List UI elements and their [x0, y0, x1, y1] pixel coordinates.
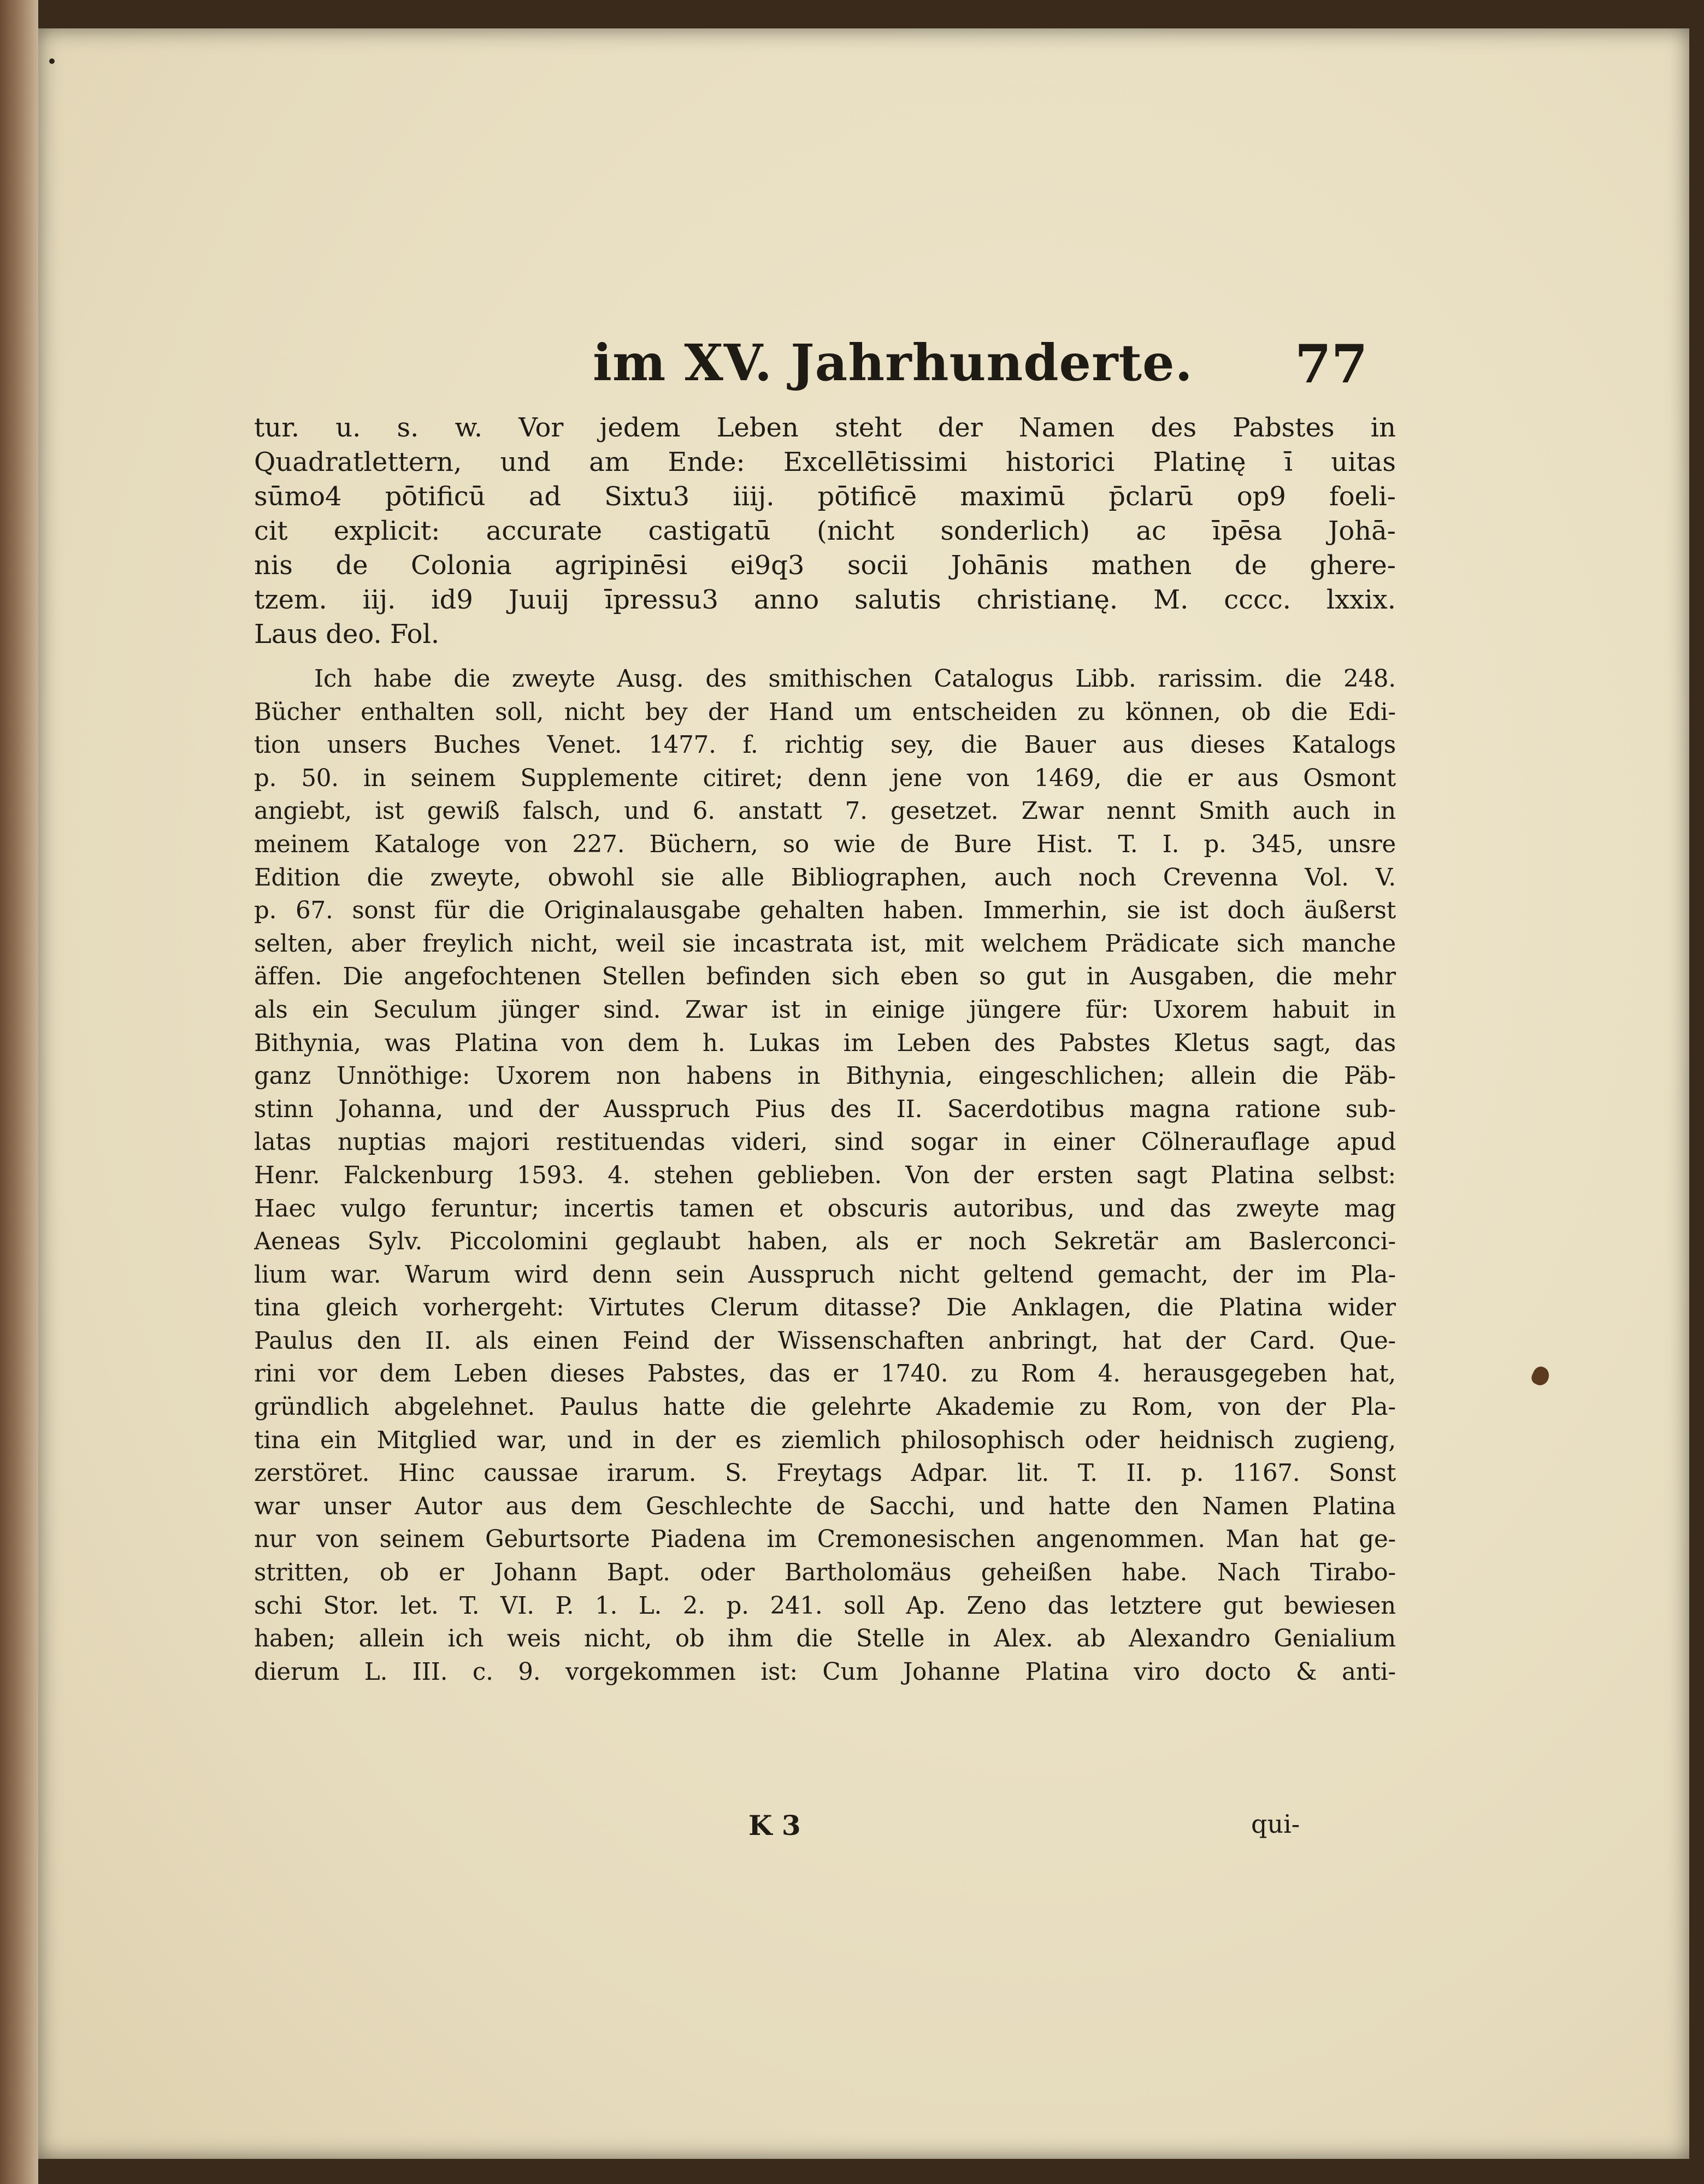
text-line: zerstöret. Hinc caussae irarum. S. Freytags Adpar. lit. T. II. p. 1167. Sonst [254, 1460, 1396, 1488]
text-line: Laus deo. Fol. [254, 619, 440, 650]
text-line: angiebt, ist gewiß falsch, und 6. anstatt 7. gesetzet. Zwar nennt Smith auch in [254, 798, 1396, 825]
book-spine [0, 0, 38, 2184]
text-line: p. 67. sonst für die Originalausgabe gehalten haben. Immerhin, sie ist doch äußerst [254, 897, 1396, 925]
text-block [254, 411, 1396, 1689]
text-line: gründlich abgelehnet. Paulus hatte die gelehrte Akademie zu Rom, von der Pla- [254, 1394, 1396, 1421]
text-line: schi Stor. let. T. VI. P. 1. L. 2. p. 241. soll Ap. Zeno das letztere gut bewiesen [254, 1592, 1396, 1620]
running-head: im XV. Jahrhunderte. [593, 333, 1193, 392]
paragraph-first [254, 411, 1396, 652]
text-line: Aeneas Sylv. Piccolomini geglaubt haben, als er noch Sekretär am Baslerconci- [254, 1228, 1396, 1256]
catchword: qui- [1251, 1809, 1300, 1839]
text-line: tzem. iij. id9 Juuij īpressu3 anno salutis christianę. M. cccc. lxxix. [254, 585, 1396, 615]
text-line: p. 50. in seinem Supplemente citiret; denn jene von 1469, die er aus Osmont [254, 764, 1396, 792]
signature-mark: K 3 [748, 1809, 801, 1841]
text-line: ganz Unnöthige: Uxorem non habens in Bithynia, eingeschlichen; allein die Päb- [254, 1063, 1396, 1090]
text-line: Bithynia, was Platina von dem h. Lukas im Leben des Pabstes Kletus sagt, das [254, 1029, 1396, 1057]
text-line: Ich habe die zweyte Ausg. des smithischen Catalogus Libb. rarissim. die 248. [314, 665, 1396, 693]
text-line: Paulus den II. als einen Feind der Wissenschaften anbringt, hat der Card. Que- [254, 1327, 1396, 1355]
ink-dot [49, 58, 55, 64]
text-line: nis de Colonia agripinēsi ei9q3 socii Johānis mathen de ghere- [254, 550, 1396, 581]
text-line: Bücher enthalten soll, nicht bey der Hand um entscheiden zu können, ob die Edi- [254, 698, 1396, 726]
text-line: selten, aber freylich nicht, weil sie incastrata ist, mit welchem Prädicate sich manche [254, 930, 1396, 958]
text-line: Henr. Falckenburg 1593. 4. stehen geblieben. Von der ersten sagt Platina selbst: [254, 1161, 1396, 1189]
book-page [38, 28, 1689, 2159]
text-line: sūmo4 pōtificū ad Sixtu3 iiij. pōtificē maximū p̄clarū op9 foeli- [254, 481, 1396, 512]
text-line: Edition die zweyte, obwohl sie alle Bibliographen, auch noch Crevenna Vol. V. [254, 864, 1396, 892]
text-line: stinn Johanna, und der Ausspruch Pius des II. Sacerdotibus magna ratione sub- [254, 1095, 1396, 1123]
text-line: meinem Kataloge von 227. Büchern, so wie de Bure Hist. T. I. p. 345, unsre [254, 830, 1396, 858]
text-line: äffen. Die angefochtenen Stellen befinden sich eben so gut in Ausgaben, die mehr [254, 963, 1396, 991]
text-line: lium war. Warum wird denn sein Ausspruch nicht geltend gemacht, der im Pla- [254, 1261, 1396, 1289]
page-footer [38, 1809, 1689, 1847]
text-line: nur von seinem Geburtsorte Piadena im Cremonesischen angenommen. Man hat ge- [254, 1526, 1396, 1554]
text-line: tina gleich vorhergeht: Virtutes Clerum ditasse? Die Anklagen, die Platina wider [254, 1294, 1396, 1322]
paragraph-second [254, 663, 1396, 1689]
text-line: Quadratlettern, und am Ende: Excellētissimi historici Platinę ī uitas [254, 447, 1396, 477]
text-line: Haec vulgo feruntur; incertis tamen et obscuris autoribus, und das zweyte mag [254, 1195, 1396, 1223]
text-line: war unser Autor aus dem Geschlechte de Sacchi, und hatte den Namen Platina [254, 1492, 1396, 1520]
page-header [38, 333, 1689, 399]
text-line: haben; allein ich weis nicht, ob ihm die Stelle in Alex. ab Alexandro Genialium [254, 1625, 1396, 1653]
page-number: 77 [1295, 333, 1368, 395]
text-line: latas nuptias majori restituendas videri, sind sogar in einer Cölnerauflage apud [254, 1129, 1396, 1156]
text-line: rini vor dem Leben dieses Pabstes, das er 1740. zu Rom 4. herausgegeben hat, [254, 1360, 1396, 1388]
text-line: dierum L. III. c. 9. vorgekommen ist: Cum Johanne Platina viro docto & anti- [254, 1658, 1396, 1686]
text-line: tina ein Mitglied war, und in der es ziemlich philosophisch oder heidnisch zugieng, [254, 1426, 1396, 1454]
text-line: tion unsers Buches Venet. 1477. f. richtig sey, die Bauer aus dieses Katalogs [254, 731, 1396, 759]
text-line: tur. u. s. w. Vor jedem Leben steht der Namen des Pabstes in [254, 412, 1396, 443]
text-line: als ein Seculum jünger sind. Zwar ist in einige jüngere für: Uxorem habuit in [254, 996, 1396, 1024]
text-line: cit explicit: accurate castigatū (nicht sonderlich) ac īpēsa Johā- [254, 516, 1396, 546]
text-line: stritten, ob er Johann Bapt. oder Bartholomäus geheißen habe. Nach Tirabo- [254, 1559, 1396, 1587]
ink-blot [1529, 1364, 1552, 1388]
